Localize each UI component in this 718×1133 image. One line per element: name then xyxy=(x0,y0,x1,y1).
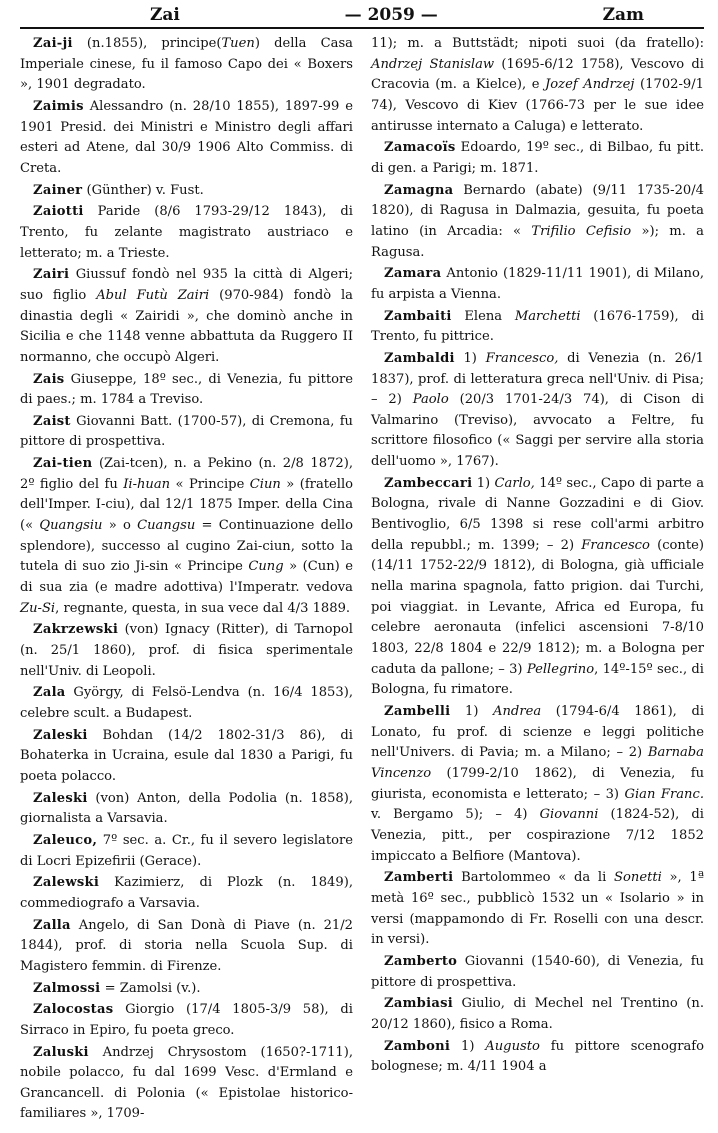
entry-italic-text: Augusto xyxy=(485,1038,540,1054)
entry-text: Giussuf fondò nel 935 la città di Algeri; suo figlio xyxy=(20,267,353,303)
dictionary-entry xyxy=(20,620,353,682)
entry-text: (1824-52), di Venezia, pitt., per cospirazione 7/12 1852 impiccato a Belfiore (Mantova). xyxy=(371,807,704,864)
entry-headword: Zaiotti xyxy=(33,204,84,220)
entry-headword: Zamagna xyxy=(384,182,454,198)
entry-headword: Zambaiti xyxy=(384,308,452,324)
dictionary-entry xyxy=(20,726,353,788)
entry-text: (1695-6/12 1758), Vescovo di Cracovia (m. a Kielce), e xyxy=(371,56,704,93)
entry-headword: Zamara xyxy=(384,266,442,282)
entry-headword: Zaleski xyxy=(33,727,88,743)
entry-italic-text: Andrzej Stanislaw xyxy=(371,56,495,72)
entry-italic-text: Pellegrino xyxy=(526,661,595,677)
entry-text: di Venezia (n. 26/1 1837), prof. di letteratura greca nell'Univ. di Pisa; – 2) xyxy=(371,350,705,408)
dictionary-entry xyxy=(371,868,704,951)
dictionary-entry xyxy=(20,265,353,368)
dictionary-entry xyxy=(20,831,353,872)
entry-text: (1799-2/10 1862), di Venezia, fu giurista, economista e letterato; – 3) xyxy=(371,765,704,802)
entry-text: Elena xyxy=(451,308,515,324)
dictionary-entry xyxy=(20,789,353,830)
entry-headword: Zala xyxy=(33,685,66,701)
dictionary-entry xyxy=(20,370,353,411)
entry-text: Paride (8/6 1793-29/12 1843), di Trento, fu zelante magistrato austriaco e letterato; m. a Trieste. xyxy=(20,204,353,261)
entry-text: 11); m. a Buttstädt; nipoti suoi (da fratello): xyxy=(371,36,704,51)
dictionary-entry xyxy=(371,181,704,264)
entry-headword: Zalmossi xyxy=(33,980,101,996)
entry-text: Andrzej Chrysostom (1650?-1711), nobile polacco, fu dal 1699 Vesc. d'Ermland e Grancancell. di Polonia (« Epistolae historico-familiares », 1709- xyxy=(20,1044,353,1122)
dictionary-entry xyxy=(20,683,353,724)
entry-text: Giuseppe, 18º sec., di Venezia, fu pittore di paes.; m. 1784 a Treviso. xyxy=(20,371,353,408)
entry-italic-text: Sonetti xyxy=(614,870,662,886)
entry-text: », 1ª metà 16º sec., pubblicò 1532 un « Isolario » in versi (mappamondo di Fr. Roselli con una descr. in versi). xyxy=(371,870,704,948)
entry-text: Kazimierz, di Plozk (n. 1849), commediografo a Varsavia. xyxy=(20,875,353,911)
entry-text: Edoardo, 19º sec., di Bilbao, fu pitt. di gen. a Parigi; m. 1871. xyxy=(371,140,704,176)
entry-italic-text: Francesco, xyxy=(485,350,559,366)
entry-text: 7º sec. a. Cr., fu il severo legislatore di Locri Epizefirii (Gerace). xyxy=(20,832,353,869)
header-left-guide-word: Zai xyxy=(150,5,180,25)
entry-text: 1) xyxy=(450,704,494,719)
entry-italic-text: Cung xyxy=(248,559,284,575)
entry-headword: Zambeccari xyxy=(384,475,473,491)
entry-text: Giorgio (17/4 1805-3/9 58), di Sirraco in Epiro, fu poeta greco. xyxy=(20,1002,353,1038)
entry-text: Angelo, di San Donà di Piave (n. 21/2 1844), prof. di storia nella Scuola Sup. di Magistero femmin. di Firenze. xyxy=(20,917,353,974)
dictionary-entry xyxy=(20,979,353,1000)
dictionary-entry xyxy=(371,34,704,137)
entry-headword: Zalewski xyxy=(33,875,100,891)
entry-text: (Günther) v. Fust. xyxy=(82,182,204,198)
dictionary-entry xyxy=(20,181,353,202)
entry-text: 1) xyxy=(450,1038,486,1054)
entry-italic-text: Tuen xyxy=(221,36,255,51)
entry-italic-text: Francesco xyxy=(581,537,650,553)
entry-italic-text: Paolo xyxy=(412,392,449,408)
dictionary-entry xyxy=(371,702,704,867)
entry-text: = Continuazione dello splendore), successo al cugino Zai-ciun, sotto la tutela di suo zio Ji-sin « Principe xyxy=(20,518,353,575)
entry-italic-text: Cuangsu xyxy=(137,518,196,534)
entry-headword: Zaleski xyxy=(33,790,88,806)
entry-text: » (fratello dell'Imper. I-ciu), dal 12/1 1875 Imper. della Cina (« xyxy=(20,476,354,534)
dictionary-entry xyxy=(20,873,353,914)
entry-text: (20/3 1701-24/3 74), di Cison di Valmarino (Treviso), avvocato a Feltre, fu scrittore filosofico (« Saggi per servire alla storia dell'uomo », 1767). xyxy=(371,392,704,470)
entry-headword: Zambiasi xyxy=(384,996,453,1012)
dictionary-entry xyxy=(20,916,353,978)
entry-italic-text: Zu-Si xyxy=(20,600,56,616)
entry-text: György, di Felsö-Lendva (n. 16/4 1853), celebre scult. a Budapest. xyxy=(20,685,353,721)
entry-text: Antonio (1829-11/11 1901), di Milano, fu arpista a Vienna. xyxy=(371,266,704,302)
entry-text: (1702-9/1 74), Vescovo di Kiev (1766-73 per le sue idee antirusse internato a Caluga) e letterato. xyxy=(371,77,704,134)
entry-italic-text: Ii-huan xyxy=(123,476,171,492)
entry-headword: Zambelli xyxy=(384,704,451,719)
entry-headword: Zalocostas xyxy=(33,1002,114,1018)
entry-text: Bartolommeo « da li xyxy=(453,870,615,886)
entry-text: v. Bergamo 5); – 4) xyxy=(371,807,540,823)
entry-headword: Zai-ji xyxy=(33,36,73,51)
dictionary-entry xyxy=(371,474,704,701)
entry-headword: Zaist xyxy=(33,413,71,429)
entry-italic-text: Trifilio Cefisio xyxy=(531,223,632,239)
entry-italic-text: Marchetti xyxy=(514,308,581,324)
dictionary-entry xyxy=(20,34,353,96)
entry-text: » (Cun) e di sua zia (e madre adottiva) l'Imperatr. vedova xyxy=(20,559,353,596)
page-number: — 2059 — xyxy=(344,5,438,25)
entry-text: (1794-6/4 1861), di Lonato, fu prof. di scienze e leggi politiche nell'Univers. di Pavia; m. a Milano; – 2) xyxy=(371,704,705,761)
entry-text: , 14º-15º sec., di Bologna, fu rimatore. xyxy=(371,661,704,698)
entry-headword: Zaimis xyxy=(33,98,84,114)
entry-italic-text: Quangsiu xyxy=(39,518,103,534)
page-header xyxy=(20,4,704,29)
entry-text: Bohdan (14/2 1802-31/3 86), di Bohaterka in Ucraina, esule dal 1830 a Parigi, fu poeta polacco. xyxy=(20,727,353,784)
entry-headword: Zambaldi xyxy=(384,350,455,366)
entry-italic-text: Giovanni xyxy=(539,807,599,823)
entry-headword: Zamacoïs xyxy=(384,140,456,156)
entry-text: , regnante, questa, in sua vece dal 4/3 1889. xyxy=(55,600,351,616)
text-columns xyxy=(20,34,704,1126)
entry-text: (conte) (14/11 1752-22/9 1812), di Bologna, già ufficiale nella marina spagnola, fatto prigion. dai Turchi, poi viaggiat. in Levante, Africa ed Europa, fu celebre aeronauta (infelici ascensioni 7-8/10 1803, 22/8 1804 e 22/9 1812); m. a Bologna per caduta da pallone; – 3) xyxy=(371,537,704,677)
entry-text: (von) Anton, della Podolia (n. 1858), giornalista a Varsavia. xyxy=(20,790,353,827)
entry-headword: Zais xyxy=(33,371,65,387)
dictionary-entry xyxy=(371,307,704,348)
dictionary-entry xyxy=(371,1037,704,1078)
entry-text: fu pittore scenografo bolognese; m. 4/11 1904 a xyxy=(371,1038,705,1075)
entry-text: (970-984) fondò la dinastia degli « Zairidi », che dominò anche in Sicilia e che 1148 venne abbattuta da Ruggero II normanno, che occupò Algeri. xyxy=(20,287,353,365)
entry-headword: Zaleuco, xyxy=(33,832,98,848)
entry-headword: Zakrzewski xyxy=(33,622,119,638)
dictionary-entry xyxy=(371,952,704,993)
entry-text: Giovanni (1540-60), di Venezia, fu pittore di prospettiva. xyxy=(371,953,704,990)
entry-italic-text: Gian Franc. xyxy=(624,786,704,802)
entry-italic-text: Carlo, xyxy=(494,475,535,491)
entry-text: (Zai-tcen), n. a Pekino (n. 2/8 1872), 2º figlio del fu xyxy=(20,456,353,492)
entry-text: = Zamolsi (v.). xyxy=(100,980,201,996)
entry-headword: Zai-tien xyxy=(33,456,93,472)
entry-text: (n.1855), principe( xyxy=(72,36,222,51)
dictionary-entry xyxy=(20,1043,353,1126)
entry-text: 14º sec., Capo di parte a Bologna, rivale di Nanne Gozzadini e di Giov. Bentivoglio, 6/5 1398 si rese coll'armi arbitro della repubbl.; m. 1399; – 2) xyxy=(371,475,704,553)
dictionary-entry xyxy=(371,264,704,305)
entry-headword: Zamboni xyxy=(384,1038,451,1054)
dictionary-entry xyxy=(20,202,353,264)
entry-italic-text: Abul Futù Zairi xyxy=(96,287,210,303)
dictionary-entry xyxy=(20,1000,353,1041)
entry-text: 1) xyxy=(454,350,486,366)
entry-text: » o xyxy=(102,518,138,534)
entry-text: (von) Ignacy (Ritter), di Tarnopol (n. 25/1 1860), prof. di fisica sperimentale nell'Univ. di Leopoli. xyxy=(20,622,353,679)
header-right-guide-word: Zam xyxy=(602,5,644,25)
dictionary-entry xyxy=(371,138,704,179)
dictionary-entry xyxy=(371,349,704,473)
entry-text: ) della Casa Imperiale cinese, fu il famoso Capo dei « Boxers », 1901 degradato. xyxy=(20,36,353,93)
entry-headword: Zamberto xyxy=(384,953,458,969)
entry-text: Alessandro (n. 28/10 1855), 1897-99 e 1901 Presid. dei Ministri e Ministro degli affari esteri ad Atene, dal 30/9 1906 Alto Commiss. di Creta. xyxy=(20,98,353,176)
right-column xyxy=(371,34,704,1126)
entry-headword: Zainer xyxy=(33,182,83,198)
dictionary-entry xyxy=(20,454,353,619)
entry-text: (1676-1759), di Trento, fu pittrice. xyxy=(371,308,704,345)
entry-text: 1) xyxy=(472,475,495,491)
entry-headword: Zaluski xyxy=(33,1044,89,1060)
left-column xyxy=(20,34,353,1126)
entry-italic-text: Ciun xyxy=(249,476,281,492)
entry-italic-text: Jozef Andrzej xyxy=(545,77,635,93)
dictionary-entry xyxy=(20,97,353,180)
entry-italic-text: Andrea xyxy=(493,704,542,719)
entry-text: « Principe xyxy=(170,476,250,492)
dictionary-entry xyxy=(371,994,704,1035)
entry-headword: Zamberti xyxy=(384,870,454,886)
dictionary-entry xyxy=(20,412,353,453)
entry-headword: Zairi xyxy=(33,267,70,283)
entry-text: »); m. a Ragusa. xyxy=(371,223,704,260)
entry-text: Bernardo (abate) (9/11 1735-20/4 1820), di Ragusa in Dalmazia, gesuita, fu poeta latino (in Arcadia: « xyxy=(371,182,704,239)
entry-text: Giovanni Batt. (1700-57), di Cremona, fu pittore di prospettiva. xyxy=(20,413,353,450)
entry-headword: Zalla xyxy=(33,917,71,933)
entry-text: Giulio, di Mechel nel Trentino (n. 20/12 1860), fisico a Roma. xyxy=(371,996,704,1032)
entry-italic-text: Barnaba Vincenzo xyxy=(371,745,704,781)
